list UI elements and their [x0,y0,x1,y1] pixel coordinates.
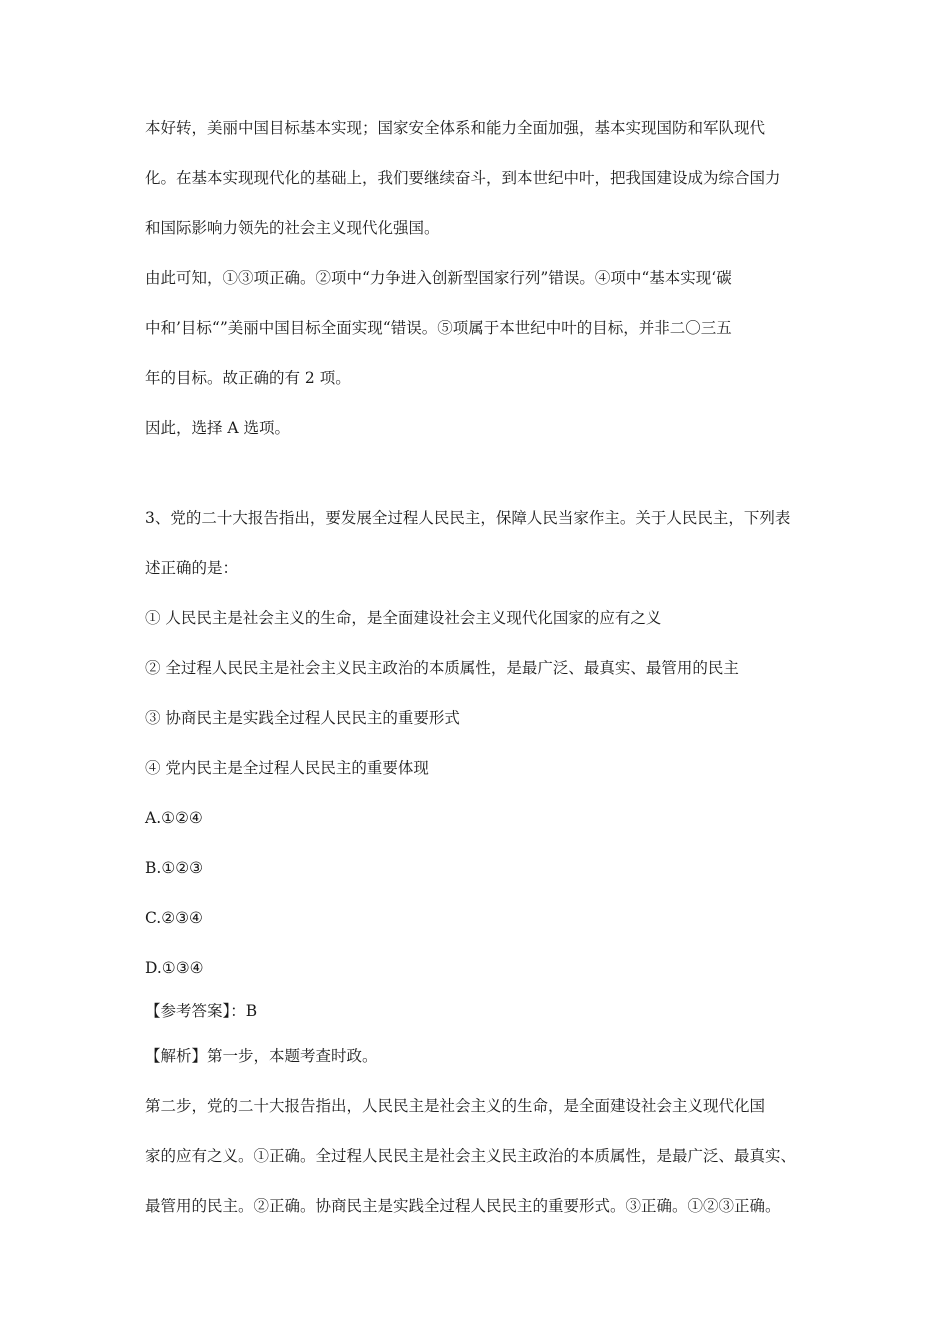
prev-explanation-line: 年的目标。故正确的有 2 项。 [145,369,351,387]
analysis-step-2-line: 最管用的民主。②正确。协商民主是实践全过程人民民主的重要形式。③正确。①②③正确。 [145,1197,781,1215]
statement-item: ① 人民民主是社会主义的生命，是全面建设社会主义现代化国家的应有之义 [145,609,662,627]
prev-explanation-line: 化。在基本实现现代化的基础上，我们要继续奋斗，到本世纪中叶，把我国建设成为综合国力 [145,169,781,187]
prev-explanation-line: 中和’目标“”美丽中国目标全面实现“错误。⑤项属于本世纪中叶的目标，并非二〇三五 [145,319,732,337]
analysis-step-2-line: 家的应有之义。①正确。全过程人民民主是社会主义民主政治的本质属性，是最广泛、最真实、 [145,1147,797,1165]
question-stem-line: 3、党的二十大报告指出，要发展全过程人民民主，保障人民当家作主。关于人民民主，下列表 [145,509,791,527]
option-b: B.①②③ [145,859,204,877]
statement-item: ④ 党内民主是全过程人民民主的重要体现 [145,759,429,777]
prev-explanation-line: 本好转，美丽中国目标基本实现；国家安全体系和能力全面加强，基本实现国防和军队现代 [145,119,766,137]
prev-conclusion: 因此，选择 A 选项。 [145,419,291,437]
prev-explanation-line: 由此可知，①③项正确。②项中“力争进入创新型国家行列”错误。④项中“基本实现‘碳 [145,269,732,287]
option-c: C.②③④ [145,909,203,927]
question-stem-line: 述正确的是： [145,559,239,577]
option-a: A.①②④ [145,809,203,827]
analysis-step-1: 【解析】第一步，本题考查时政。 [145,1047,378,1065]
option-d: D.①③④ [145,959,204,977]
analysis-step-2-line: 第二步，党的二十大报告指出，人民民主是社会主义的生命，是全面建设社会主义现代化国 [145,1097,766,1115]
statement-item: ② 全过程人民民主是社会主义民主政治的本质属性，是最广泛、最真实、最管用的民主 [145,659,739,677]
reference-answer: 【参考答案】：B [145,1002,258,1020]
prev-explanation-line: 和国际影响力领先的社会主义现代化强国。 [145,219,440,237]
statement-item: ③ 协商民主是实践全过程人民民主的重要形式 [145,709,460,727]
